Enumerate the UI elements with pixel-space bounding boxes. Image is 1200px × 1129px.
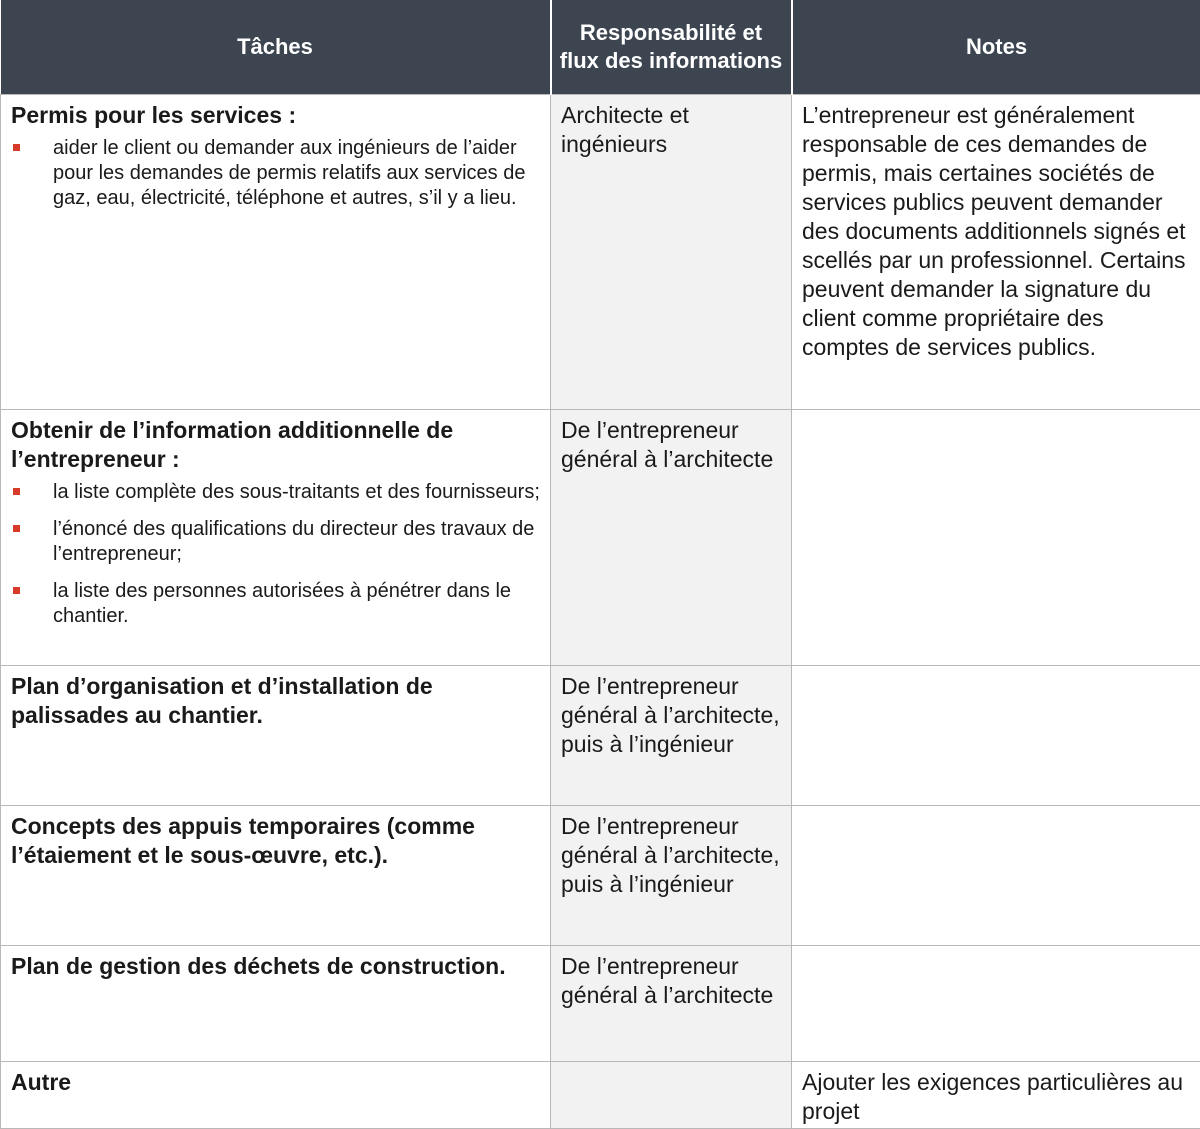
list-item (11, 579, 541, 629)
list-item (11, 480, 541, 505)
task-cell (1, 945, 551, 1061)
table-row (1, 805, 1200, 945)
responsibility-cell: De l’entrepreneur général à l’architecte (551, 945, 792, 1061)
task-title: Plan d’organisation et d’installation de palissades au chantier. (11, 672, 541, 730)
task-cell (1, 1061, 551, 1128)
table-row (1, 409, 1200, 665)
responsibility-cell: Architecte et ingénieurs (551, 94, 792, 409)
bullet-square-icon (13, 525, 20, 532)
notes-cell: L’entrepreneur est généralement responsable de ces demandes de permis, mais certaines sociétés de services publics peuvent demander des documents additionnels signés et scellés par un professionnel. Certains peuvent demander la signature du client comme propriétaire des comptes de services publics. (792, 94, 1200, 409)
task-title: Obtenir de l’information additionnelle de l’entrepreneur : (11, 416, 541, 474)
task-title: Autre (11, 1068, 541, 1097)
task-cell (1, 805, 551, 945)
notes-cell: Ajouter les exigences particulières au projet (792, 1061, 1200, 1128)
list-item-text: la liste complète des sous-traitants et des fournisseurs; (53, 481, 540, 503)
list-item (11, 136, 541, 211)
notes-cell (792, 409, 1200, 665)
responsibility-cell: De l’entrepreneur général à l’architecte, puis à l’ingénieur (551, 805, 792, 945)
task-cell (1, 94, 551, 409)
table-row (1, 1061, 1200, 1128)
task-title: Permis pour les services : (11, 101, 541, 130)
notes-cell (792, 945, 1200, 1061)
bullet-square-icon (13, 144, 20, 151)
list-item (11, 517, 541, 567)
task-bullet-list (11, 136, 541, 211)
table-row (1, 665, 1200, 805)
notes-cell (792, 665, 1200, 805)
task-title: Concepts des appuis temporaires (comme l’étaiement et le sous-œuvre, etc.). (11, 812, 541, 870)
list-item-text: aider le client ou demander aux ingénieurs de l’aider pour les demandes de permis relatifs aux services de gaz, eau, électricité, téléphone et autres, s’il y a lieu. (53, 137, 525, 209)
responsibility-cell: De l’entrepreneur général à l’architecte, puis à l’ingénieur (551, 665, 792, 805)
bullet-square-icon (13, 488, 20, 495)
list-item-text: la liste des personnes autorisées à pénétrer dans le chantier. (53, 580, 511, 627)
header-responsabilite: Responsabilité et flux des informations (551, 0, 792, 94)
task-bullet-list (11, 480, 541, 629)
header-notes: Notes (792, 0, 1200, 94)
table-row (1, 945, 1200, 1061)
responsibility-cell (551, 1061, 792, 1128)
header-taches: Tâches (1, 0, 551, 94)
task-cell (1, 665, 551, 805)
notes-cell (792, 805, 1200, 945)
task-cell (1, 409, 551, 665)
task-title: Plan de gestion des déchets de construction. (11, 952, 541, 981)
responsibility-cell: De l’entrepreneur général à l’architecte (551, 409, 792, 665)
list-item-text: l’énoncé des qualifications du directeur des travaux de l’entrepreneur; (53, 518, 534, 565)
bullet-square-icon (13, 587, 20, 594)
table-row (1, 94, 1200, 409)
header-row (1, 0, 1200, 94)
